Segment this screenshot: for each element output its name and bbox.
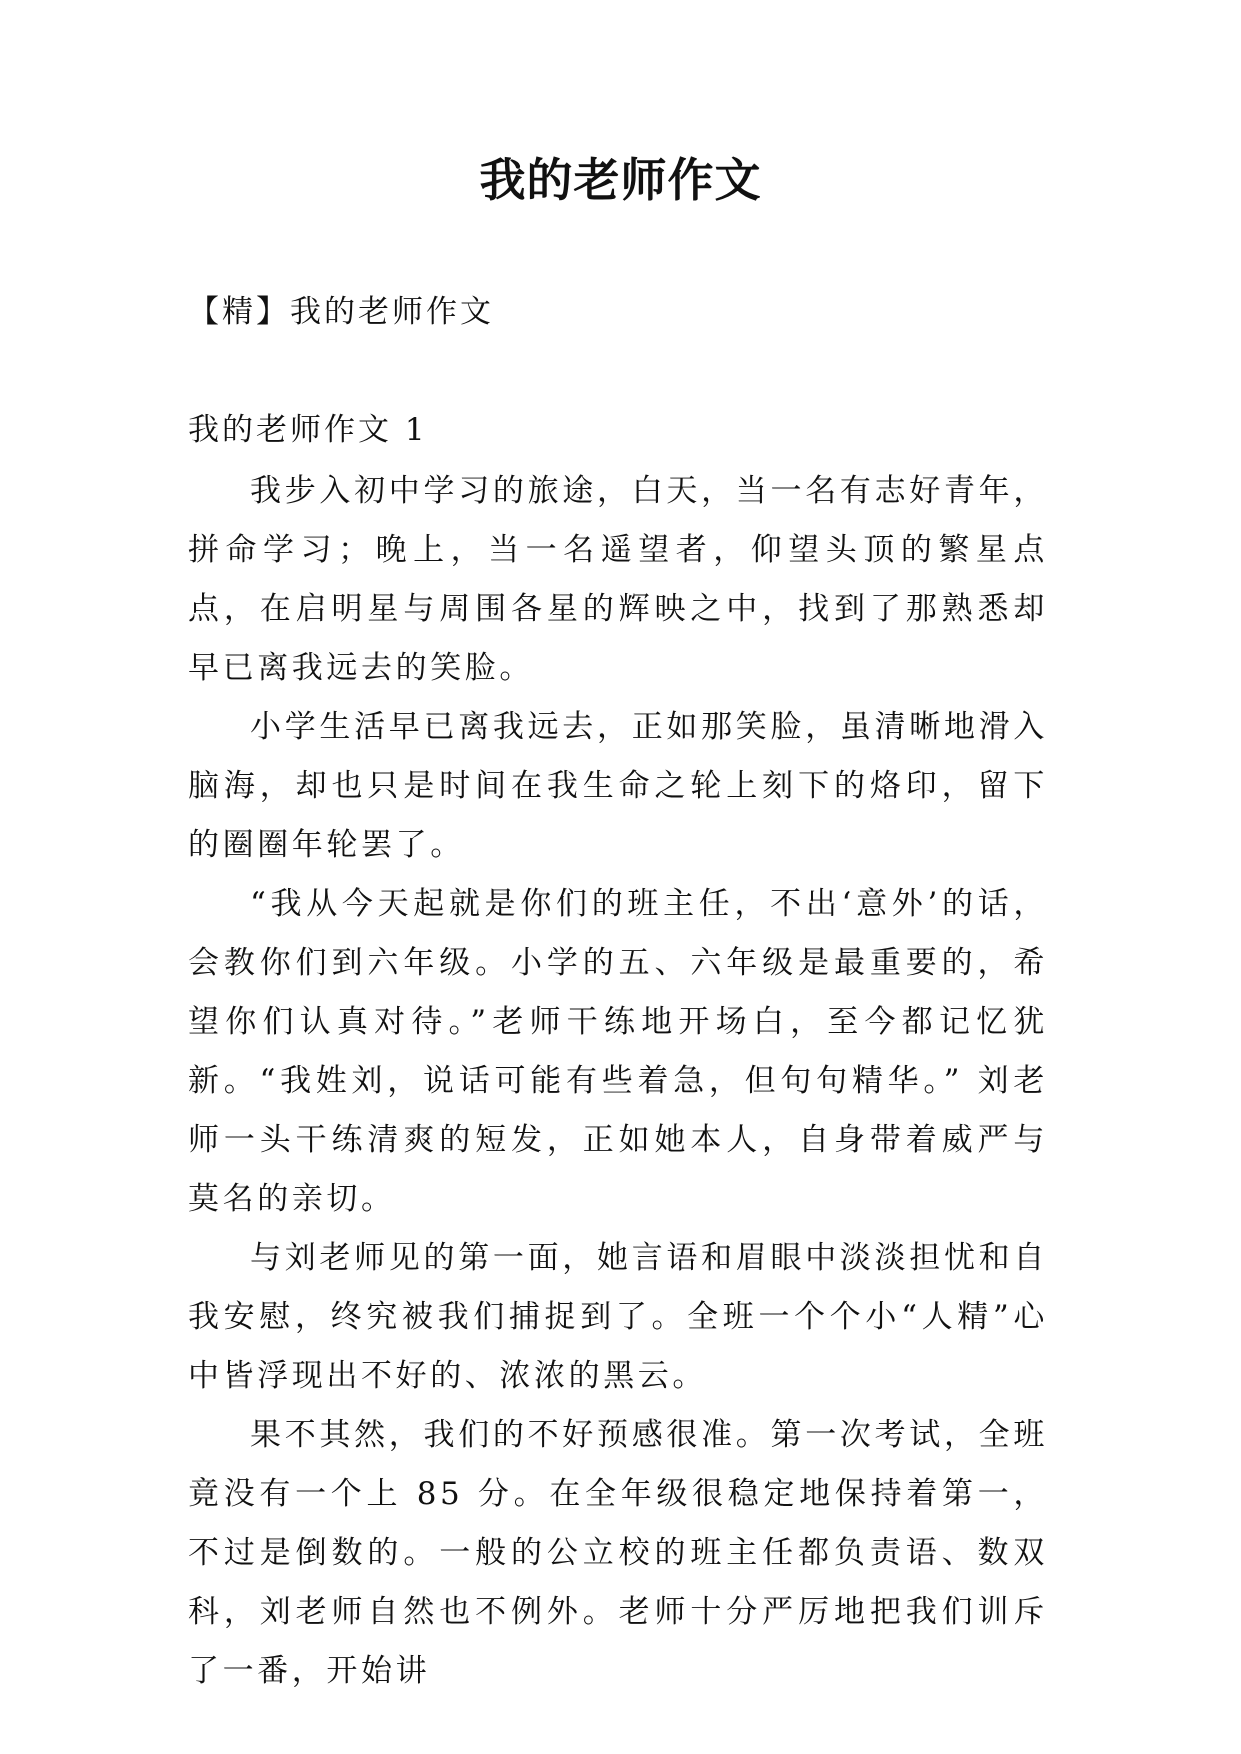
section-heading: 我的老师作文 1 bbox=[188, 412, 428, 448]
essay-body bbox=[188, 462, 1048, 1701]
document-subtitle: 【精】我的老师作文 bbox=[188, 294, 494, 330]
paragraph: “我从今天起就是你们的班主任，不出‘意外’的话，会教你们到六年级。小学的五、六年级是最重要的，希望你们认真对待。”老师干练地开场白，至今都记忆犹新。“我姓刘，说话可能有些着急，但句句精华。” 刘老师一头干练清爽的短发，正如她本人，自身带着威严与莫名的亲切。 bbox=[188, 886, 1048, 1217]
paragraph: 我步入初中学习的旅途，白天，当一名有志好青年，拼命学习；晚上，当一名遥望者，仰望头顶的繁星点点，在启明星与周围各星的辉映之中，找到了那熟悉却早已离我远去的笑脸。 bbox=[188, 473, 1048, 686]
paragraph: 小学生活早已离我远去，正如那笑脸，虽清晰地滑入脑海，却也只是时间在我生命之轮上刻下的烙印，留下的圈圈年轮罢了。 bbox=[188, 709, 1048, 863]
paragraph: 与刘老师见的第一面，她言语和眉眼中淡淡担忧和自我安慰，终究被我们捕捉到了。全班一个个小“人精”心中皆浮现出不好的、浓浓的黑云。 bbox=[188, 1240, 1048, 1394]
paragraph: 果不其然，我们的不好预感很准。第一次考试，全班竟没有一个上 85 分。在全年级很稳定地保持着第一，不过是倒数的。一般的公立校的班主任都负责语、数双科，刘老师自然也不例外。老师十分严厉地把我们训斥了一番，开始讲 bbox=[188, 1417, 1048, 1689]
document-title: 我的老师作文 bbox=[479, 153, 762, 207]
